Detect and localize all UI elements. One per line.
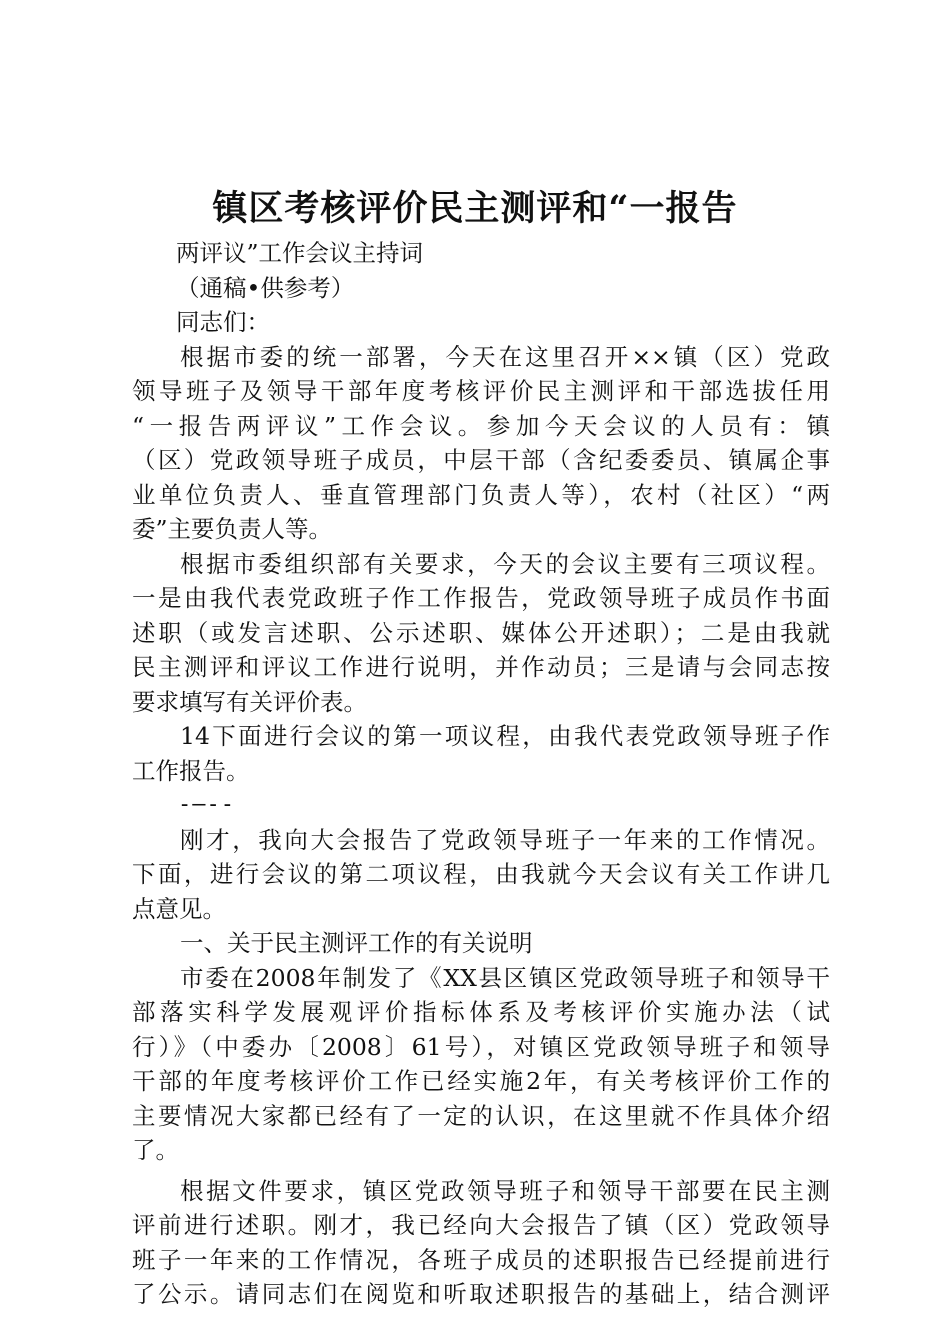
document-note: （通稿•供参考） [176,273,355,302]
paragraph-line: 委”主要负责人等。 [132,515,333,543]
salutation: 同志们： [176,308,270,336]
paragraph-line: 点意见。 [132,894,226,923]
document-title: 镇区考核评价民主测评和“一报告 [212,188,738,229]
paragraph-line: 评前进行述职。刚才，我已经向大会报告了镇（区）党政领导 [132,1211,830,1239]
paragraph-4 [132,823,830,927]
document-body [132,236,830,1312]
paragraph-1 [132,340,830,547]
paragraph-line: 业单位负责人、垂直管理部门负责人等），农村（社区）“两 [132,480,830,509]
paragraph-line: 刚才，我向大会报告了党政领导班子一年来的工作情况。 [180,825,830,854]
paragraph-line: 工作报告。 [132,756,250,785]
paragraph-3 [132,719,830,788]
paragraph-line: 14下面进行会议的第一项议程，由我代表党政领导班子作 [180,722,830,750]
paragraph-line: 下面，进行会议的第二项议程，由我就今天会议有关工作讲几 [132,860,830,888]
section-heading: 一、关于民主测评工作的有关说明 [180,929,533,957]
separator: -—-- [178,792,235,817]
paragraph-6 [132,1174,830,1312]
paragraph-line: 领导班子及领导干部年度考核评价民主测评和干部选拔任用 [132,377,830,405]
paragraph-line: 民主测评和评议工作进行说明，并作动员；三是请与会同志按 [132,653,830,681]
paragraph-line: （区）党政领导班子成员，中层干部（含纪委委员、镇属企事 [132,446,830,474]
paragraph-line: 班子一年来的工作情况，各班子成员的述职报告已经提前进行 [132,1245,830,1274]
paragraph-line: 行）》（中委办〔2008〕61号），对镇区党政领导班子和领导 [132,1032,830,1061]
paragraph-line: 市委在2008年制发了《XX县区镇区党政领导班子和领导干 [180,963,830,992]
paragraph-line: 主要情况大家都已经有了一定的认识，在这里就不作具体介绍 [132,1101,830,1130]
paragraph-line: 根据文件要求，镇区党政领导班子和领导干部要在民主测 [180,1176,830,1205]
paragraph-2 [132,547,830,720]
paragraph-line: 干部的年度考核评价工作已经实施2年，有关考核评价工作的 [132,1067,830,1095]
paragraph-line: 了公示。请同志们在阅览和听取述职报告的基础上，结合测评 [132,1280,830,1308]
paragraph-line: 要求填写有关评价表。 [132,687,367,716]
paragraph-5 [132,961,830,1168]
paragraph-line: 部落实科学发展观评价指标体系及考核评价实施办法（试 [132,998,830,1026]
paragraph-line: 根据市委的统一部署，今天在这里召开××镇（区）党政 [180,342,830,371]
document-subtitle: 两评议”工作会议主持词 [176,239,424,267]
paragraph-line: 述职（或发言述职、公示述职、媒体公开述职）；二是由我就 [132,618,830,647]
paragraph-line: 根据市委组织部有关要求，今天的会议主要有三项议程。 [180,549,830,578]
paragraph-line: 了。 [132,1136,179,1164]
paragraph-line: 一是由我代表党政班子作工作报告，党政领导班子成员作书面 [132,584,830,612]
paragraph-line: “一报告两评议”工作会议。参加今天会议的人员有：镇 [132,411,830,440]
